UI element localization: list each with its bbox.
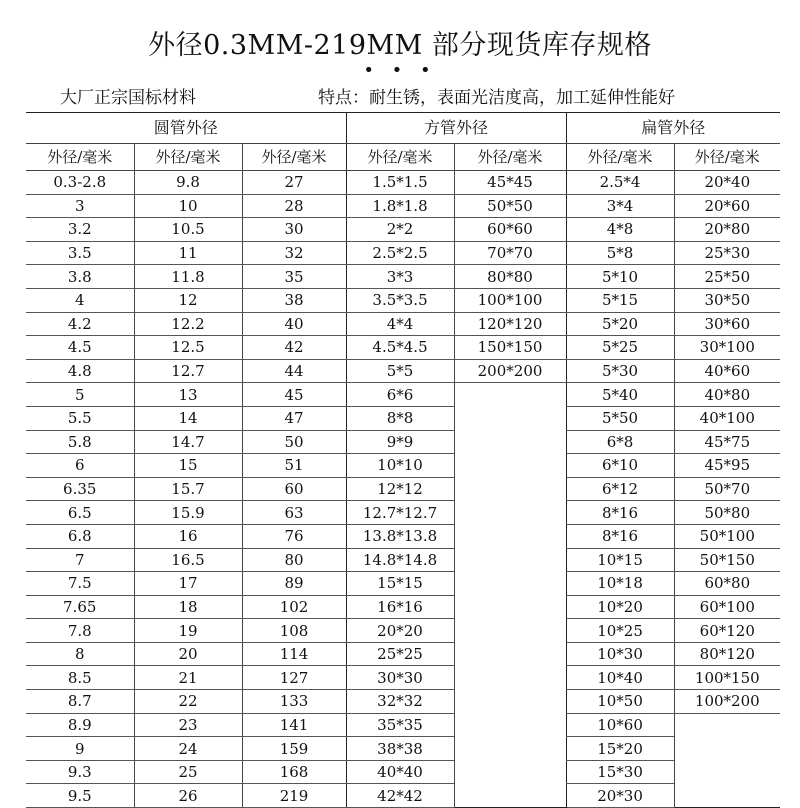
table-cell: 60*80 xyxy=(674,572,780,596)
table-cell: 4.8 xyxy=(26,359,134,383)
table-cell: 17 xyxy=(134,572,242,596)
table-cell: 3.5*3.5 xyxy=(346,288,454,312)
table-cell: 6 xyxy=(26,454,134,478)
table-cell: 19 xyxy=(134,619,242,643)
table-cell: 63 xyxy=(242,501,346,525)
table-cell: 8*8 xyxy=(346,406,454,430)
table-cell: 0.3-2.8 xyxy=(26,171,134,195)
table-cell: 5.8 xyxy=(26,430,134,454)
table-row xyxy=(26,713,780,737)
table-row xyxy=(26,336,780,360)
table-cell: 20*20 xyxy=(346,619,454,643)
table-cell xyxy=(674,760,780,784)
table-row xyxy=(26,383,780,407)
table-cell: 6*8 xyxy=(566,430,674,454)
table-cell: 4*8 xyxy=(566,218,674,242)
table-cell: 141 xyxy=(242,713,346,737)
table-row xyxy=(26,406,780,430)
table-cell: 5*5 xyxy=(346,359,454,383)
table-cell: 7.65 xyxy=(26,595,134,619)
table-cell: 5*40 xyxy=(566,383,674,407)
table-row xyxy=(26,312,780,336)
table-cell: 47 xyxy=(242,406,346,430)
table-cell: 50*100 xyxy=(674,524,780,548)
table-cell: 9.5 xyxy=(26,784,134,808)
table-cell: 120*120 xyxy=(454,312,566,336)
table-row xyxy=(26,241,780,265)
group-square-tube: 方管外径 xyxy=(346,113,566,144)
table-cell xyxy=(454,595,566,619)
table-cell: 6.5 xyxy=(26,501,134,525)
table-cell: 114 xyxy=(242,642,346,666)
table-cell: 80*80 xyxy=(454,265,566,289)
column-header: 外径/毫米 xyxy=(566,144,674,171)
table-cell: 5*10 xyxy=(566,265,674,289)
column-header: 外径/毫米 xyxy=(674,144,780,171)
table-cell: 4.5*4.5 xyxy=(346,336,454,360)
table-cell: 7.5 xyxy=(26,572,134,596)
table-cell: 3*4 xyxy=(566,194,674,218)
table-cell xyxy=(454,501,566,525)
table-cell: 8*16 xyxy=(566,501,674,525)
table-cell: 40*40 xyxy=(346,760,454,784)
table-cell: 10*20 xyxy=(566,595,674,619)
table-cell xyxy=(454,666,566,690)
table-cell: 10.5 xyxy=(134,218,242,242)
column-header: 外径/毫米 xyxy=(26,144,134,171)
table-cell: 108 xyxy=(242,619,346,643)
table-cell: 219 xyxy=(242,784,346,808)
table-row xyxy=(26,595,780,619)
table-cell xyxy=(454,477,566,501)
table-cell: 60*100 xyxy=(674,595,780,619)
table-cell: 3.8 xyxy=(26,265,134,289)
table-row xyxy=(26,218,780,242)
table-cell: 9.3 xyxy=(26,760,134,784)
table-cell xyxy=(454,454,566,478)
table-cell: 15*15 xyxy=(346,572,454,596)
table-cell: 127 xyxy=(242,666,346,690)
table-cell: 100*150 xyxy=(674,666,780,690)
table-cell: 40*100 xyxy=(674,406,780,430)
table-cell: 50*70 xyxy=(674,477,780,501)
table-row xyxy=(26,194,780,218)
table-cell: 3 xyxy=(26,194,134,218)
page-title: 外径0.3MM-219MM 部分现货库存规格 xyxy=(148,30,652,61)
table-cell: 6.8 xyxy=(26,524,134,548)
table-cell: 8.9 xyxy=(26,713,134,737)
table-cell xyxy=(454,690,566,714)
table-cell: 60 xyxy=(242,477,346,501)
table-cell: 45 xyxy=(242,383,346,407)
table-cell: 80*120 xyxy=(674,642,780,666)
table-cell xyxy=(454,430,566,454)
table-cell: 20*80 xyxy=(674,218,780,242)
table-cell: 50*50 xyxy=(454,194,566,218)
table-cell: 13 xyxy=(134,383,242,407)
table-cell: 51 xyxy=(242,454,346,478)
table-cell: 5*8 xyxy=(566,241,674,265)
table-cell: 20*40 xyxy=(674,171,780,195)
table-cell: 22 xyxy=(134,690,242,714)
features-note: 特点：耐生锈，表面光洁度高，加工延伸性能好 xyxy=(318,88,675,108)
table-cell: 12.5 xyxy=(134,336,242,360)
group-header-row xyxy=(26,113,780,144)
table-cell: 8.5 xyxy=(26,666,134,690)
table-cell: 76 xyxy=(242,524,346,548)
table-cell: 5*30 xyxy=(566,359,674,383)
table-cell: 9.8 xyxy=(134,171,242,195)
table-cell: 30*30 xyxy=(346,666,454,690)
table-cell xyxy=(454,548,566,572)
table-cell: 2.5*2.5 xyxy=(346,241,454,265)
table-row xyxy=(26,430,780,454)
table-cell: 15.9 xyxy=(134,501,242,525)
table-cell: 26 xyxy=(134,784,242,808)
table-cell: 23 xyxy=(134,713,242,737)
table-cell: 10*25 xyxy=(566,619,674,643)
table-cell xyxy=(454,642,566,666)
table-cell: 11.8 xyxy=(134,265,242,289)
table-cell: 42*42 xyxy=(346,784,454,808)
table-row xyxy=(26,760,780,784)
table-cell xyxy=(454,383,566,407)
table-cell: 3.2 xyxy=(26,218,134,242)
table-cell: 5*50 xyxy=(566,406,674,430)
table-row xyxy=(26,784,780,808)
table-cell: 100*100 xyxy=(454,288,566,312)
table-cell: 10*10 xyxy=(346,454,454,478)
table-cell: 10*15 xyxy=(566,548,674,572)
table-cell: 35*35 xyxy=(346,713,454,737)
table-cell: 10*40 xyxy=(566,666,674,690)
table-cell: 80 xyxy=(242,548,346,572)
table-cell: 15.7 xyxy=(134,477,242,501)
table-cell: 45*75 xyxy=(674,430,780,454)
column-header: 外径/毫米 xyxy=(242,144,346,171)
table-cell: 38 xyxy=(242,288,346,312)
table-cell: 38*38 xyxy=(346,737,454,761)
table-cell xyxy=(674,713,780,737)
table-cell: 5*20 xyxy=(566,312,674,336)
table-cell xyxy=(674,784,780,808)
table-cell: 10*50 xyxy=(566,690,674,714)
table-cell: 30*50 xyxy=(674,288,780,312)
table-cell: 9*9 xyxy=(346,430,454,454)
table-cell: 24 xyxy=(134,737,242,761)
table-cell: 12.2 xyxy=(134,312,242,336)
table-cell: 100*200 xyxy=(674,690,780,714)
table-row xyxy=(26,524,780,548)
table-cell: 10*30 xyxy=(566,642,674,666)
table-cell: 40 xyxy=(242,312,346,336)
table-cell: 168 xyxy=(242,760,346,784)
table-cell: 60*120 xyxy=(674,619,780,643)
table-cell: 3*3 xyxy=(346,265,454,289)
table-cell xyxy=(454,737,566,761)
table-row xyxy=(26,477,780,501)
table-cell: 4.2 xyxy=(26,312,134,336)
table-cell: 102 xyxy=(242,595,346,619)
group-round-tube: 圆管外径 xyxy=(26,113,346,144)
table-cell: 14.8*14.8 xyxy=(346,548,454,572)
table-cell: 13.8*13.8 xyxy=(346,524,454,548)
table-cell: 16.5 xyxy=(134,548,242,572)
table-row xyxy=(26,265,780,289)
table-cell: 14 xyxy=(134,406,242,430)
table-cell: 133 xyxy=(242,690,346,714)
table-cell: 44 xyxy=(242,359,346,383)
table-cell: 40*60 xyxy=(674,359,780,383)
table-cell: 11 xyxy=(134,241,242,265)
table-row xyxy=(26,737,780,761)
table-cell: 45*45 xyxy=(454,171,566,195)
table-cell: 25 xyxy=(134,760,242,784)
table-cell: 30*100 xyxy=(674,336,780,360)
table-cell: 10 xyxy=(134,194,242,218)
table-cell: 50 xyxy=(242,430,346,454)
table-cell: 5.5 xyxy=(26,406,134,430)
table-cell: 15*30 xyxy=(566,760,674,784)
table-cell: 8 xyxy=(26,642,134,666)
table-cell: 12 xyxy=(134,288,242,312)
table-cell: 8.7 xyxy=(26,690,134,714)
table-row xyxy=(26,454,780,478)
table-cell: 35 xyxy=(242,265,346,289)
table-cell xyxy=(674,737,780,761)
table-cell: 4*4 xyxy=(346,312,454,336)
table-row xyxy=(26,288,780,312)
table-cell: 20*60 xyxy=(674,194,780,218)
table-cell: 150*150 xyxy=(454,336,566,360)
table-cell: 159 xyxy=(242,737,346,761)
table-cell: 4 xyxy=(26,288,134,312)
table-row xyxy=(26,501,780,525)
table-cell xyxy=(454,760,566,784)
table-cell: 15*20 xyxy=(566,737,674,761)
column-header: 外径/毫米 xyxy=(454,144,566,171)
table-cell: 6*12 xyxy=(566,477,674,501)
table-cell: 25*30 xyxy=(674,241,780,265)
table-cell: 32*32 xyxy=(346,690,454,714)
table-cell: 7 xyxy=(26,548,134,572)
table-row xyxy=(26,642,780,666)
table-cell: 2*2 xyxy=(346,218,454,242)
table-cell: 18 xyxy=(134,595,242,619)
table-row xyxy=(26,666,780,690)
table-row xyxy=(26,548,780,572)
group-flat-tube: 扁管外径 xyxy=(566,113,780,144)
table-cell: 10*18 xyxy=(566,572,674,596)
table-cell: 4.5 xyxy=(26,336,134,360)
table-cell xyxy=(454,713,566,737)
table-cell: 50*150 xyxy=(674,548,780,572)
table-cell: 42 xyxy=(242,336,346,360)
table-cell: 6*6 xyxy=(346,383,454,407)
table-cell: 25*25 xyxy=(346,642,454,666)
title-dots: • • • xyxy=(363,60,437,81)
table-cell: 15 xyxy=(134,454,242,478)
table-cell xyxy=(454,524,566,548)
table-cell: 8*16 xyxy=(566,524,674,548)
table-cell: 20*30 xyxy=(566,784,674,808)
table-cell: 1.8*1.8 xyxy=(346,194,454,218)
table-cell: 50*80 xyxy=(674,501,780,525)
table-cell xyxy=(454,619,566,643)
table-cell: 2.5*4 xyxy=(566,171,674,195)
table-cell: 20 xyxy=(134,642,242,666)
table-cell: 5 xyxy=(26,383,134,407)
table-cell: 7.8 xyxy=(26,619,134,643)
table-cell: 6*10 xyxy=(566,454,674,478)
table-cell: 30 xyxy=(242,218,346,242)
table-cell: 89 xyxy=(242,572,346,596)
table-cell: 30*60 xyxy=(674,312,780,336)
table-cell: 70*70 xyxy=(454,241,566,265)
table-row xyxy=(26,572,780,596)
table-row xyxy=(26,171,780,195)
table-cell: 25*50 xyxy=(674,265,780,289)
table-cell: 32 xyxy=(242,241,346,265)
table-cell: 45*95 xyxy=(674,454,780,478)
table-cell: 10*60 xyxy=(566,713,674,737)
table-cell: 28 xyxy=(242,194,346,218)
table-row xyxy=(26,690,780,714)
table-row xyxy=(26,359,780,383)
table-cell: 16 xyxy=(134,524,242,548)
table-row xyxy=(26,619,780,643)
table-cell: 12*12 xyxy=(346,477,454,501)
table-cell: 1.5*1.5 xyxy=(346,171,454,195)
table-cell: 5*15 xyxy=(566,288,674,312)
table-cell: 3.5 xyxy=(26,241,134,265)
spec-table xyxy=(26,112,780,808)
table-cell xyxy=(454,572,566,596)
table-cell: 200*200 xyxy=(454,359,566,383)
table-cell xyxy=(454,784,566,808)
table-cell: 27 xyxy=(242,171,346,195)
table-cell: 6.35 xyxy=(26,477,134,501)
table-cell: 21 xyxy=(134,666,242,690)
table-cell: 5*25 xyxy=(566,336,674,360)
column-header: 外径/毫米 xyxy=(346,144,454,171)
table-cell: 12.7 xyxy=(134,359,242,383)
table-cell xyxy=(454,406,566,430)
table-cell: 12.7*12.7 xyxy=(346,501,454,525)
table-cell: 9 xyxy=(26,737,134,761)
table-cell: 16*16 xyxy=(346,595,454,619)
material-note: 大厂正宗国标材料 xyxy=(60,88,196,108)
table-cell: 40*80 xyxy=(674,383,780,407)
column-header: 外径/毫米 xyxy=(134,144,242,171)
table-cell: 60*60 xyxy=(454,218,566,242)
column-header-row xyxy=(26,144,780,171)
table-cell: 14.7 xyxy=(134,430,242,454)
